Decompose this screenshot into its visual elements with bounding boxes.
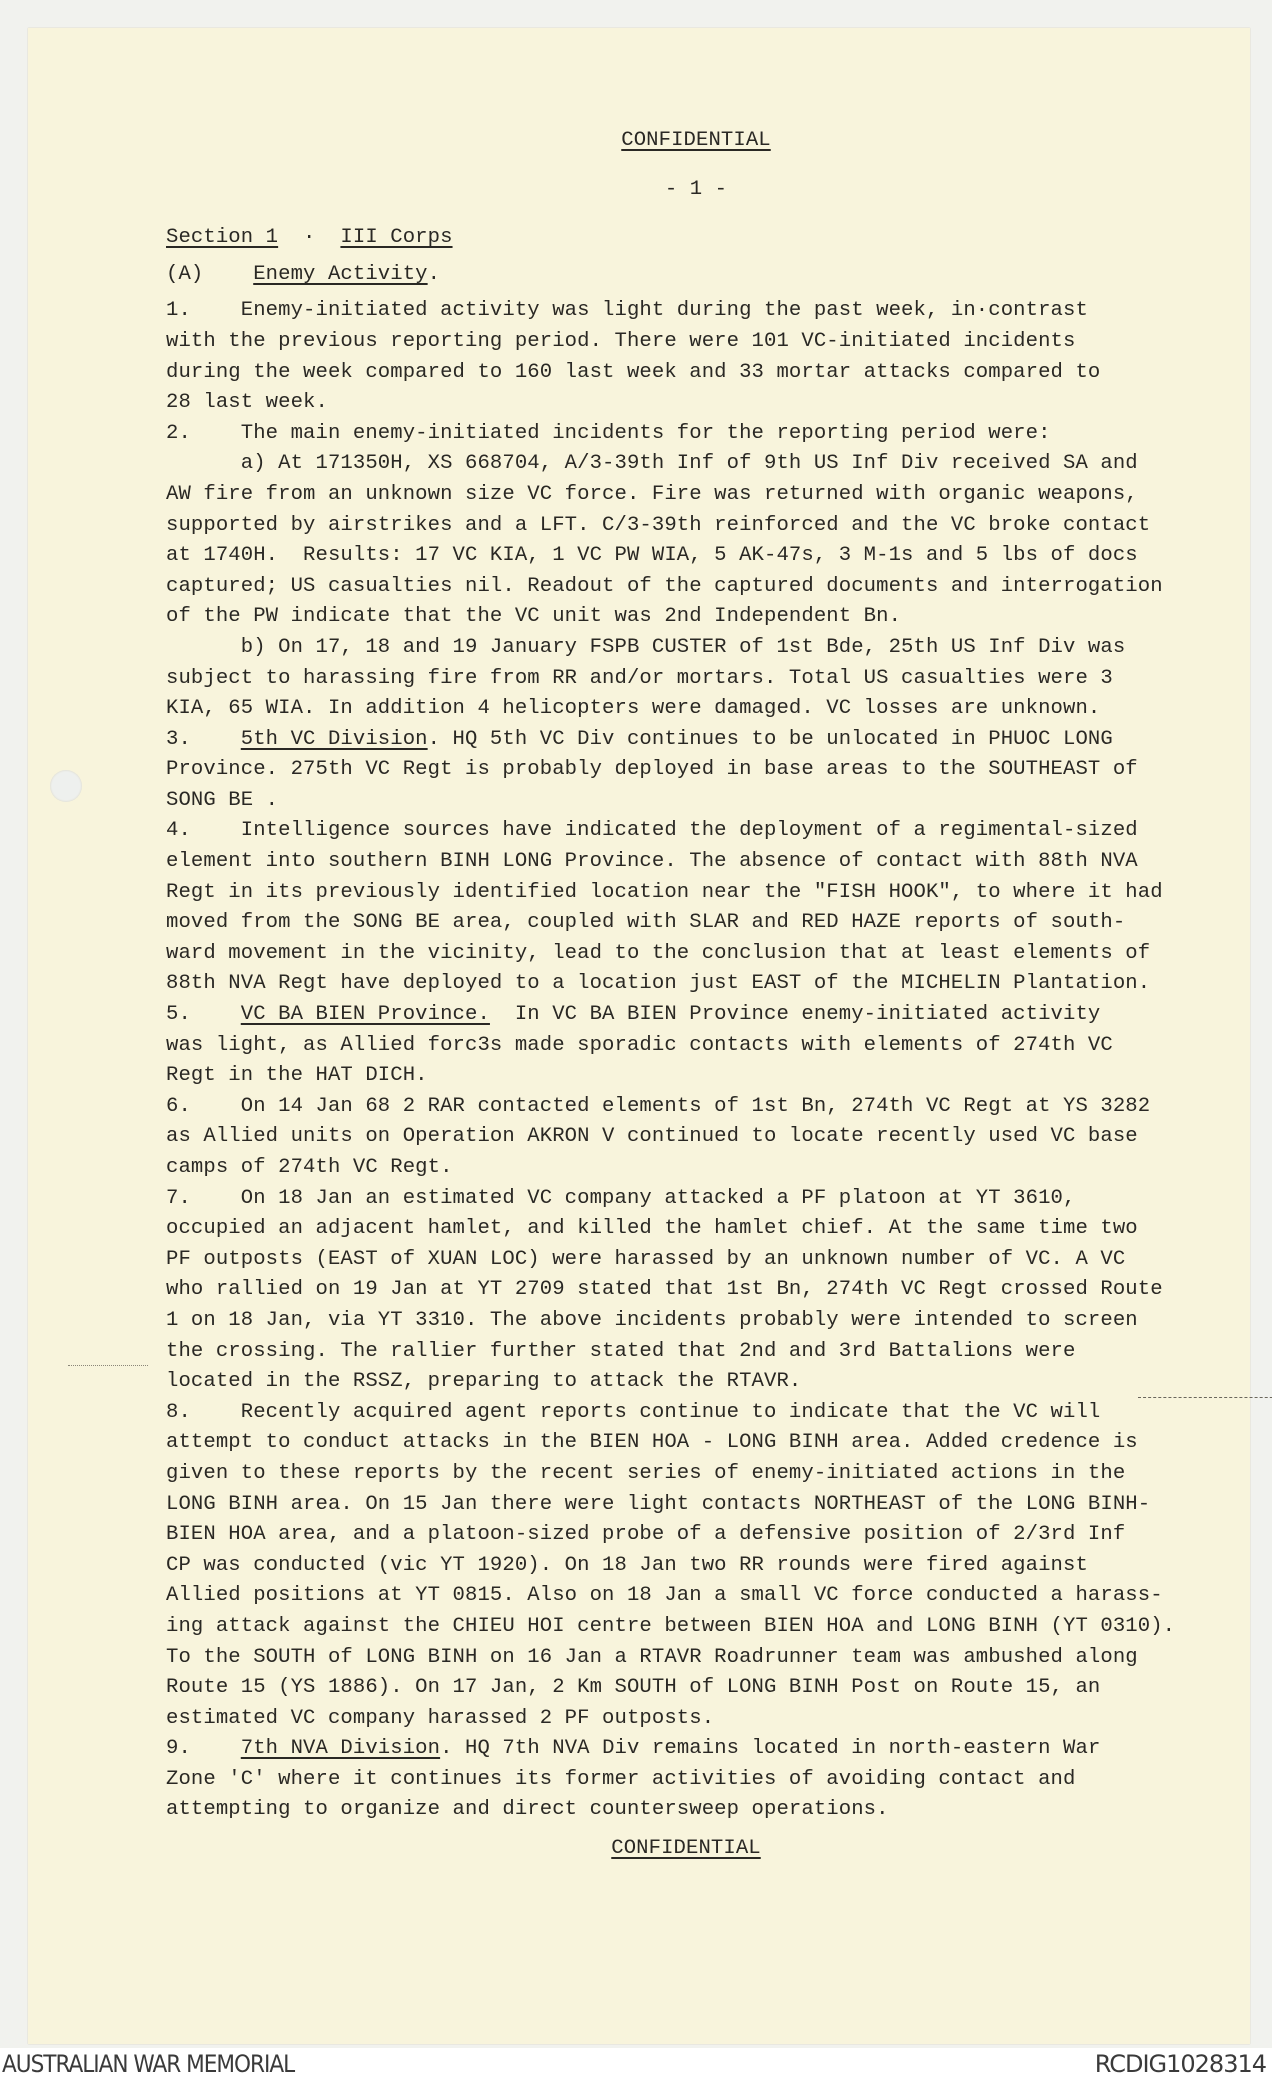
paragraph-line: Province. 275th VC Regt is probably deployed in base areas to the SOUTHEAST of xyxy=(166,758,1138,782)
paragraph-line: was light, as Allied forc3s made sporadic contacts with elements of 274th VC xyxy=(166,1033,1113,1057)
paragraph-line: Route 15 (YS 1886). On 17 Jan, 2 Km SOUTH of LONG BINH Post on Route 15, an xyxy=(166,1676,1101,1700)
paragraph-heading: 7th NVA Division xyxy=(240,1737,441,1761)
paragraph-line: CP was conducted (vic YT 1920). On 18 Jan two RR rounds were fired against xyxy=(166,1553,1088,1577)
paragraph-heading: 5th VC Division xyxy=(240,727,428,751)
paragraph-line: occupied an adjacent hamlet, and killed the hamlet chief. At the same time two xyxy=(166,1217,1138,1241)
paragraph-line: Regt in the HAT DICH. xyxy=(166,1064,428,1088)
paragraph-line: 1 on 18 Jan, via YT 3310. The above incidents probably were intended to screen xyxy=(166,1308,1138,1332)
paragraph-line: of the PW indicate that the VC unit was 2nd Independent Bn. xyxy=(166,605,902,629)
paragraph-line: KIA, 65 WIA. In addition 4 helicopters were damaged. VC losses are unknown. xyxy=(166,697,1101,721)
paragraph xyxy=(166,1184,1186,1398)
paragraph-line: 4. Intelligence sources have indicated the deployment of a regimental-sized xyxy=(166,819,1138,843)
record-id: RCDIG1028314 xyxy=(1094,2050,1266,2078)
paragraph-line: subject to harassing fire from RR and/or mortars. Total US casualties were 3 xyxy=(166,666,1113,690)
paragraph-line: attempt to conduct attacks in the BIEN HOA - LONG BINH area. Added credence is xyxy=(166,1431,1138,1455)
paragraph-line: 3. 5th VC Division. HQ 5th VC Div continues to be unlocated in PHUOC LONG xyxy=(166,727,1113,751)
paragraph-line: the crossing. The rallier further stated that 2nd and 3rd Battalions were xyxy=(166,1339,1076,1363)
page-number: - 1 - xyxy=(664,177,728,201)
paragraph xyxy=(166,1398,1186,1735)
paragraph-line: located in the RSSZ, preparing to attack the RTAVR. xyxy=(166,1370,802,1394)
paragraph-line: at 1740H. Results: 17 VC KIA, 1 VC PW WIA, 5 AK-47s, 3 M-1s and 5 lbs of docs xyxy=(166,544,1138,568)
paragraph-line: 1. Enemy-initiated activity was light during the past week, in·contrast xyxy=(166,299,1088,323)
paragraph-line: 7. On 18 Jan an estimated VC company attacked a PF platoon at YT 3610, xyxy=(166,1186,1076,1210)
classification-footer xyxy=(186,1834,1186,1865)
paragraphs xyxy=(166,296,1186,1826)
paragraph-number: 3. xyxy=(166,727,191,751)
paragraph-line: given to these reports by the recent series of enemy-initiated actions in the xyxy=(166,1461,1126,1485)
paragraph-heading: VC BA BIEN Province. xyxy=(240,1003,490,1027)
paragraph xyxy=(166,296,1186,418)
paragraph-line: as Allied units on Operation AKRON V continued to locate recently used VC base xyxy=(166,1125,1138,1149)
paragraph xyxy=(166,725,1186,817)
paragraph-line: 8. Recently acquired agent reports continue to indicate that the VC will xyxy=(166,1400,1101,1424)
paragraph-line: captured; US casualties nil. Readout of the captured documents and interrogation xyxy=(166,574,1163,598)
document-body xyxy=(166,126,1186,1865)
stray-mark xyxy=(68,1365,148,1366)
classification-bottom: CONFIDENTIAL xyxy=(611,1837,761,1861)
paragraph-line: 28 last week. xyxy=(166,391,328,415)
classification-header xyxy=(206,126,1186,157)
paragraph xyxy=(166,419,1186,725)
paragraph-line: AW fire from an unknown size VC force. Fire was returned with organic weapons, xyxy=(166,482,1138,506)
paragraph-number: 5. xyxy=(166,1003,191,1027)
paragraph xyxy=(166,1092,1186,1184)
paragraph-line: ward movement in the vicinity, lead to the conclusion that at least elements of xyxy=(166,941,1151,965)
paragraph-line: To the SOUTH of LONG BINH on 16 Jan a RTAVR Roadrunner team was ambushed along xyxy=(166,1645,1138,1669)
paragraph-line: 88th NVA Regt have deployed to a location just EAST of the MICHELIN Plantation. xyxy=(166,972,1151,996)
paragraph-line: 6. On 14 Jan 68 2 RAR contacted elements of 1st Bn, 274th VC Regt at YS 3282 xyxy=(166,1094,1151,1118)
document-page xyxy=(28,28,1250,2044)
paragraph-line: SONG BE . xyxy=(166,788,279,812)
paragraph xyxy=(166,1000,1186,1092)
paragraph-line: a) At 171350H, XS 668704, A/3-39th Inf of 9th US Inf Div received SA and xyxy=(166,452,1138,476)
paragraph-line: PF outposts (EAST of XUAN LOC) were harassed by an unknown number of VC. A VC xyxy=(166,1247,1126,1271)
classification-top: CONFIDENTIAL xyxy=(621,129,771,152)
paragraph-line: b) On 17, 18 and 19 January FSPB CUSTER of 1st Bde, 25th US Inf Div was xyxy=(166,635,1126,659)
paragraph-line: Regt in its previously identified location near the "FISH HOOK", to where it had xyxy=(166,880,1163,904)
paragraph-line: 9. 7th NVA Division. HQ 7th NVA Div remains located in north-eastern War xyxy=(166,1737,1101,1761)
paragraph-number: 9. xyxy=(166,1737,191,1761)
paragraph-line: Allied positions at YT 0815. Also on 18 Jan a small VC force conducted a harass- xyxy=(166,1584,1163,1608)
punch-hole xyxy=(50,770,82,802)
paragraph-line: 2. The main enemy-initiated incidents for the reporting period were: xyxy=(166,421,1051,445)
paragraph-line: BIEN HOA area, and a platoon-sized probe of a defensive position of 2/3rd Inf xyxy=(166,1523,1126,1547)
paragraph-line: estimated VC company harassed 2 PF outposts. xyxy=(166,1706,715,1730)
paragraph-line: during the week compared to 160 last week and 33 mortar attacks compared to xyxy=(166,360,1101,384)
paragraph xyxy=(166,1734,1186,1826)
paragraph-line: camps of 274th VC Regt. xyxy=(166,1156,453,1179)
subsection-heading: (A) Enemy Activity. xyxy=(166,262,441,286)
paragraph-line: supported by airstrikes and a LFT. C/3-39th reinforced and the VC broke contact xyxy=(166,513,1151,537)
paragraph-line: LONG BINH area. On 15 Jan there were light contacts NORTHEAST of the LONG BINH- xyxy=(166,1492,1151,1516)
paragraph xyxy=(166,816,1186,1000)
paragraph-line: attempting to organize and direct countersweep operations. xyxy=(166,1798,889,1822)
paragraph-line: 5. VC BA BIEN Province. In VC BA BIEN Province enemy-initiated activity xyxy=(166,1003,1101,1027)
section-heading: Section 1 · III Corps xyxy=(166,226,453,250)
paragraph-line: moved from the SONG BE area, coupled with SLAR and RED HAZE reports of south- xyxy=(166,911,1126,935)
paragraph-line: with the previous reporting period. There were 101 VC-initiated incidents xyxy=(166,329,1076,353)
archive-name: AUSTRALIAN WAR MEMORIAL xyxy=(2,2050,295,2078)
paragraph-line: element into southern BINH LONG Province. The absence of contact with 88th NVA xyxy=(166,850,1138,874)
paragraph-line: ing attack against the CHIEU HOI centre between BIEN HOA and LONG BINH (YT 0310). xyxy=(166,1614,1176,1638)
paragraph-line: Zone 'C' where it continues its former activities of avoiding contact and xyxy=(166,1767,1076,1791)
archive-footer xyxy=(0,2048,1272,2082)
paragraph-line: who rallied on 19 Jan at YT 2709 stated that 1st Bn, 274th VC Regt crossed Route xyxy=(166,1278,1163,1302)
